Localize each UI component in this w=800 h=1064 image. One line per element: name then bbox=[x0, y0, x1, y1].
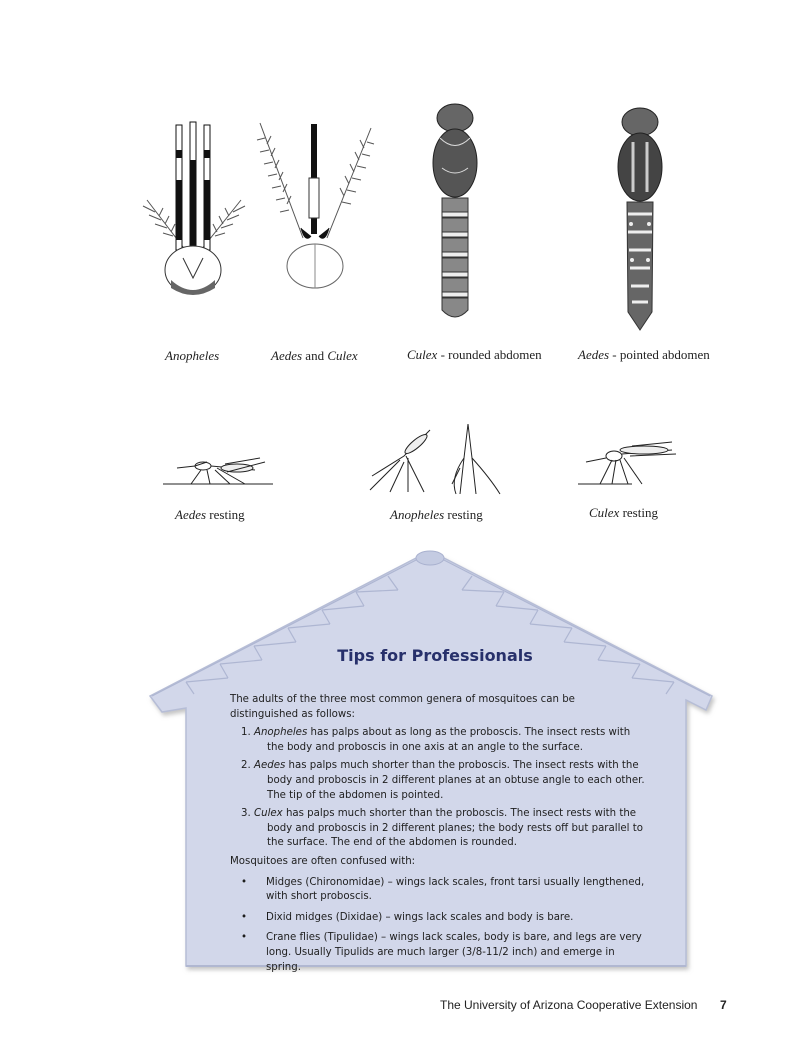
bullet-icon: • bbox=[241, 876, 248, 888]
bullet-icon: • bbox=[241, 911, 248, 923]
list-item: • Crane flies (Tipulidae) – wings lack scales, body is bare, and legs are very long. Usually Tipulids are much larger (3/8-11/2 inch) and emerge in spring. bbox=[241, 932, 642, 973]
genera-list bbox=[230, 726, 646, 851]
tips-title: Tips for Professionals bbox=[337, 646, 533, 665]
tips-intro: The adults of the three most common genera of mosquitoes can be distinguished as follows: bbox=[230, 694, 575, 720]
list-item: 2. Aedes has palps much shorter than the proboscis. The insect rests with the body and proboscis in 2 different planes at an obtuse angle to each other. The tip of the abdomen is pointed. bbox=[241, 760, 645, 801]
caption-anopheles-resting: Anopheles resting bbox=[390, 507, 483, 522]
caption-aedes-resting: Aedes resting bbox=[175, 507, 245, 522]
bullet-icon: • bbox=[241, 932, 248, 944]
page-number: 7 bbox=[720, 998, 727, 1012]
tips-body bbox=[230, 693, 646, 981]
footer-publisher: The University of Arizona Cooperative Extension bbox=[440, 998, 698, 1012]
list-item: • Midges (Chironomidae) – wings lack scales, front tarsi usually lengthened, with short proboscis. bbox=[241, 876, 645, 903]
caption-aedes-pointed: Aedes - pointed abdomen bbox=[578, 347, 710, 362]
list-item: • Dixid midges (Dixidae) – wings lack scales and body is bare. bbox=[266, 911, 646, 926]
caption-aedes-culex: Aedes and Culex bbox=[271, 348, 358, 363]
list-item: 3. Culex has palps much shorter than the proboscis. The insect rests with the body and proboscis in 2 different planes; the body rests off but parallel to the surface. The end of the abdomen is rounded. bbox=[241, 808, 643, 849]
caption-culex-resting: Culex resting bbox=[589, 505, 658, 520]
caption-anopheles: Anopheles bbox=[165, 348, 220, 363]
caption-culex-rounded: Culex - rounded abdomen bbox=[407, 347, 542, 362]
confused-list bbox=[230, 876, 646, 976]
list-item: 1. Anopheles has palps about as long as the proboscis. The insect rests with the body and proboscis in one axis at an angle to the surface. bbox=[241, 727, 631, 753]
confused-intro: Mosquitoes are often confused with: bbox=[230, 855, 416, 867]
